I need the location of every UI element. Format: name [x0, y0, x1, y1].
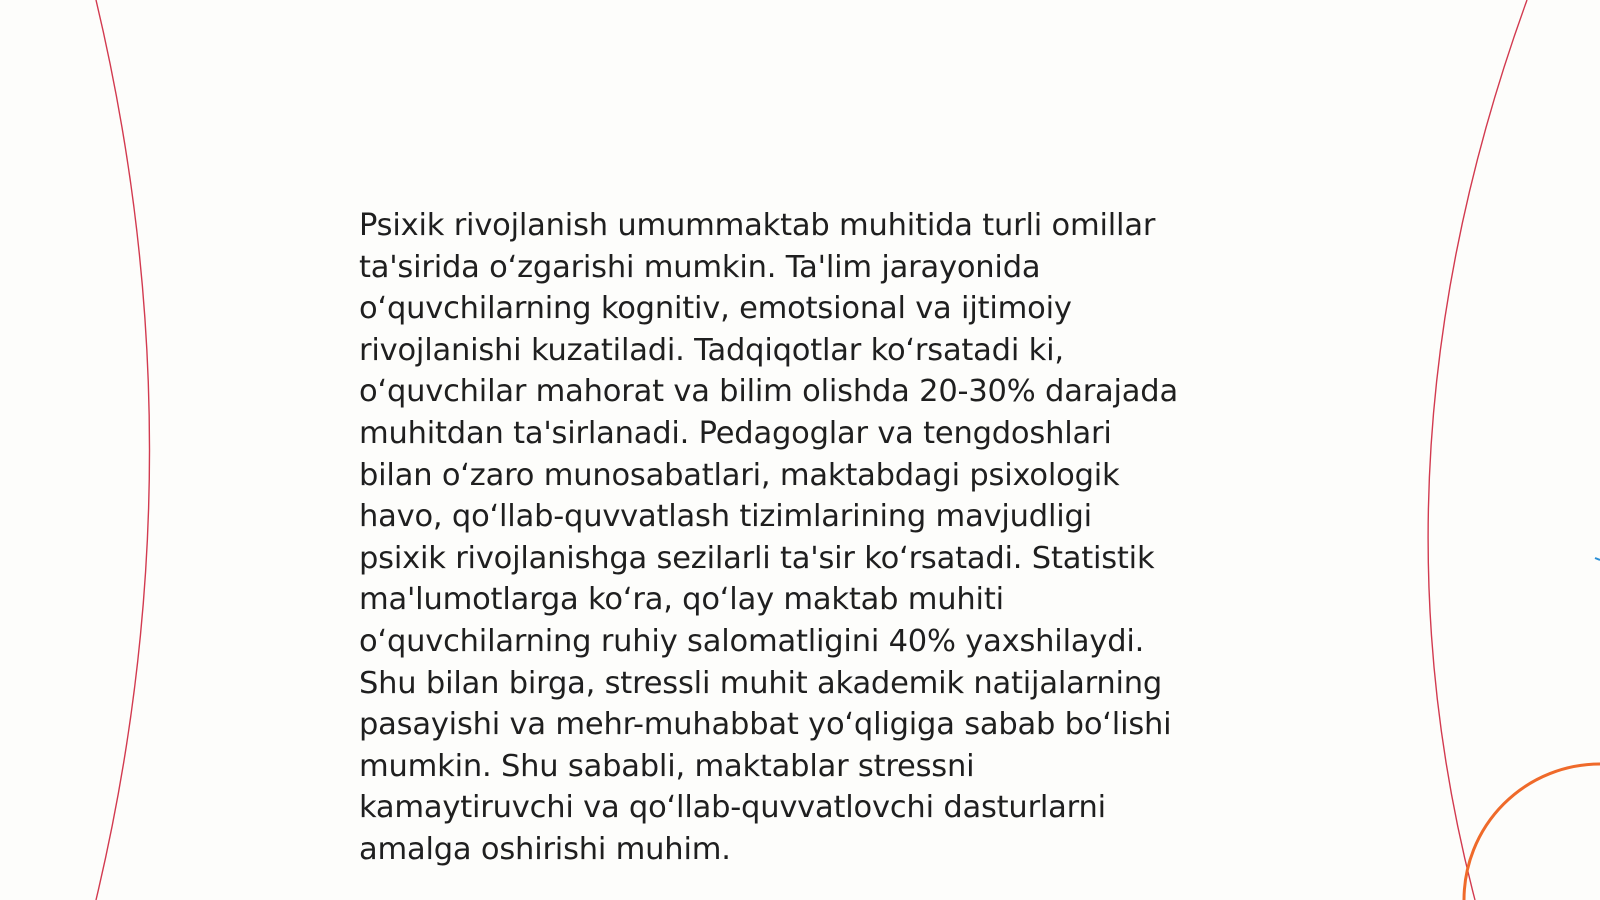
left-arc-line	[96, 0, 150, 900]
blue-accent-mark	[1595, 558, 1600, 560]
right-arc-line	[1428, 0, 1527, 900]
orange-circle-outline	[1464, 764, 1600, 900]
slide-body-text: Psixik rivojlanish umummaktab muhitida turli omillar ta'sirida oʻzgarishi mumkin. Ta'lim jarayonida oʻquvchilarning kognitiv, emotsional va ijtimoiy rivojlanishi kuzatiladi. Tadqiqotlar koʻrsatadi ki, oʻquvchilar mahorat va bilim olishda 20-30% darajada muhitdan ta'sirlanadi. Pedagoglar va tengdoshlari bilan oʻzaro munosabatlari, maktabdagi psixologik havo, qoʻllab-quvvatlash tizimlarining mavjudligi psixik rivojlanishga sezilarli ta'sir koʻrsatadi. Statistik ma'lumotlarga koʻra, qoʻlay maktab muhiti oʻquvchilarning ruhiy salomatligini 40% yaxshilaydi. Shu bilan birga, stressli muhit akademik natijalarning pasayishi va mehr-muhabbat yoʻqligiga sabab boʻlishi mumkin. Shu sababli, maktablar stressni kamaytiruvchi va qoʻllab-quvvatlovchi dasturlarni amalga oshirishi muhim.	[359, 208, 1178, 867]
